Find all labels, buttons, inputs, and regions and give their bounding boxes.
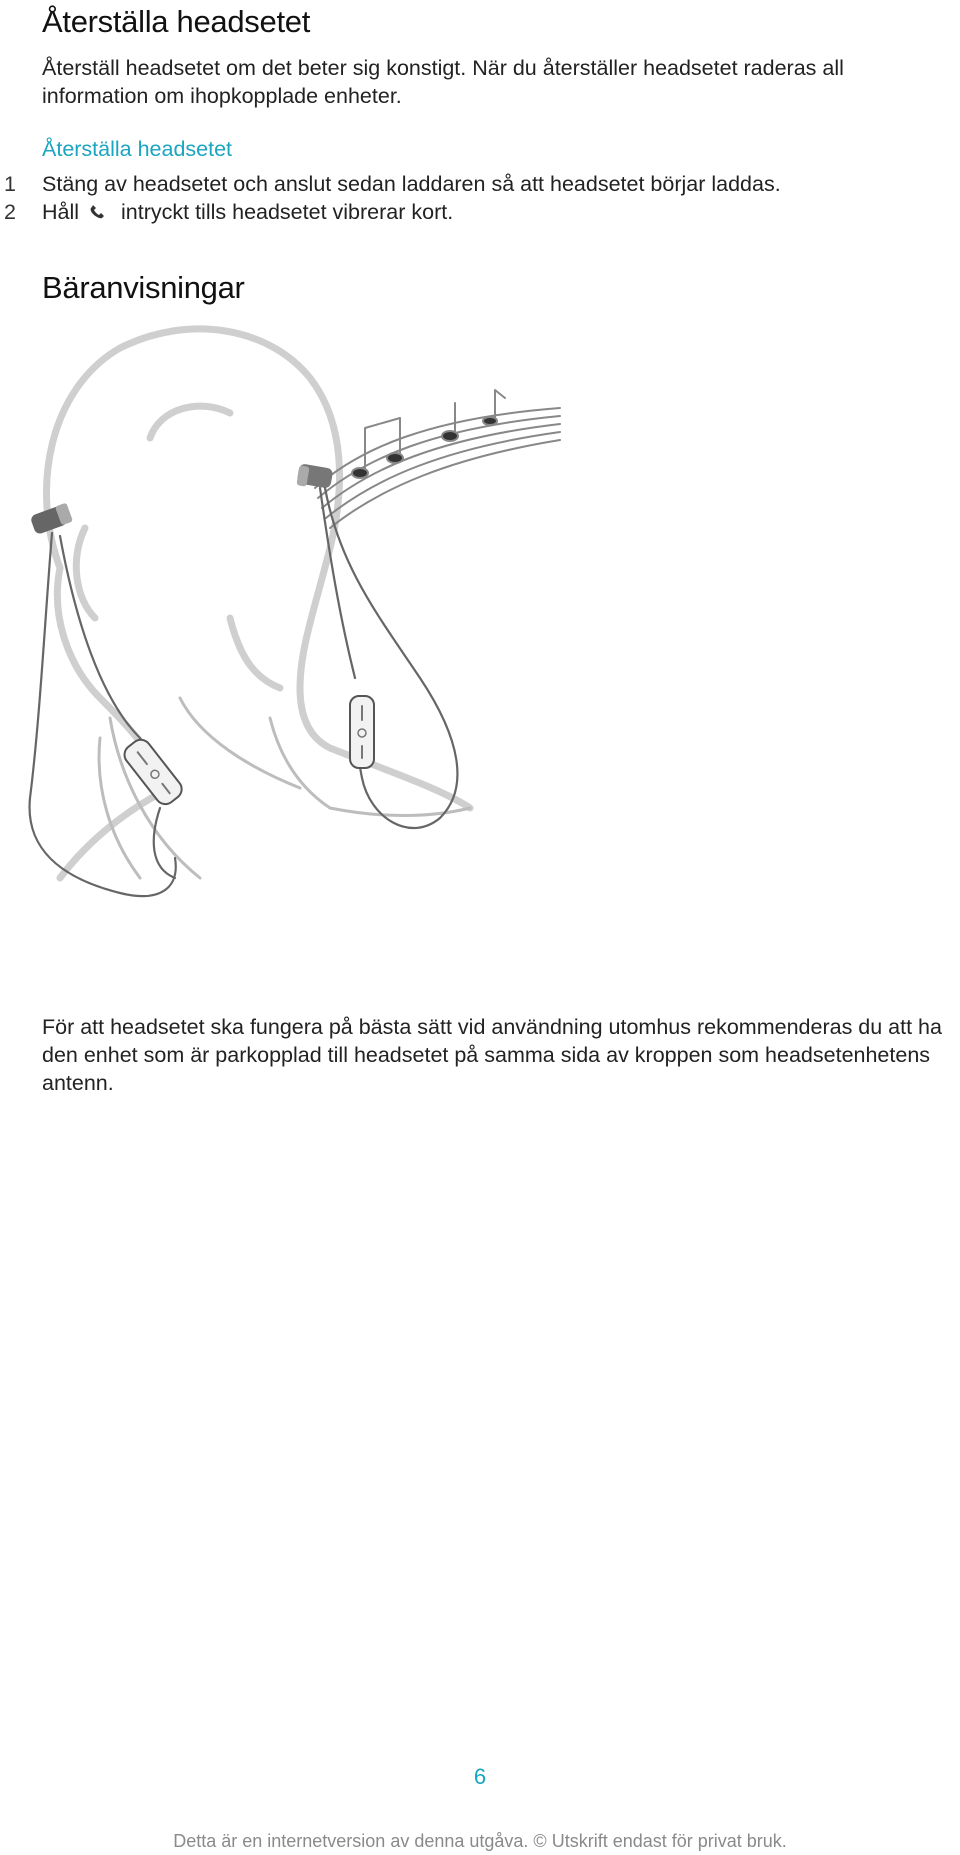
step-text-before: Håll — [42, 200, 80, 224]
earbud-right — [296, 463, 333, 489]
head-outline — [47, 329, 471, 878]
step-text: Stäng av headsetet och anslut sedan laddaren så att headsetet börjar laddas. — [42, 172, 781, 196]
control-unit-right — [350, 696, 374, 768]
headset-wearing-illustration — [0, 318, 960, 1008]
step-text — [42, 198, 453, 226]
footer-note: Detta är en internetversion av denna utgåva. © Utskrift endast för privat bruk. — [173, 1831, 787, 1851]
procedure-title: Återställa headsetet — [42, 137, 233, 161]
section-title-wearing: Bäranvisningar — [42, 270, 245, 305]
step-1 — [0, 170, 960, 198]
step-number: 2 — [4, 200, 16, 224]
step-text-after: intryckt tills headsetet vibrerar kort. — [121, 200, 454, 224]
wearing-body-text: För att headsetet ska fungera på bästa sätt vid användning utomhus rekommenderas du att ha den enhet som är parkopplad till headsetet på samma sida av kroppen som headsetenhetens antenn. — [42, 1015, 942, 1095]
music-notes-icon — [315, 390, 560, 528]
step-2 — [0, 198, 960, 226]
reset-intro-text: Återställ headsetet om det beter sig konstigt. När du återställer headsetet raderas all information om ihopkopplade enheter. — [42, 56, 844, 108]
page-number: 6 — [473, 1764, 487, 1789]
call-key-icon — [87, 201, 111, 219]
section-title-reset: Återställa headsetet — [42, 4, 311, 39]
step-number: 1 — [4, 172, 16, 196]
